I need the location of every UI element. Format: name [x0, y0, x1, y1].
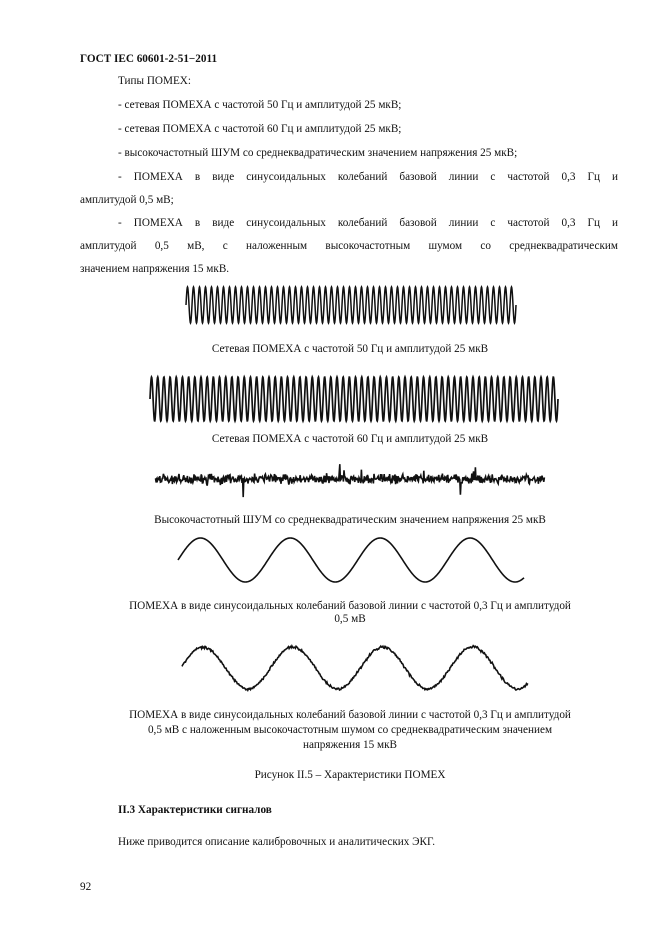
page-number: 92 — [80, 881, 92, 893]
figure-caption-baseline-line2: 0,5 мВ — [334, 613, 366, 625]
list-item: - сетевая ПОМЕХА с частотой 60 Гц и амплитудой 25 мкВ; — [118, 123, 402, 135]
list-item-continuation: амплитудой 0,5 мВ, с наложенным высокочастотным шумом со среднеквадратическим — [80, 240, 618, 252]
list-item-continuation: значением напряжения 15 мкВ. — [80, 263, 230, 275]
figure-caption-hf-noise: Высокочастотный ШУМ со среднеквадратическим значением напряжения 25 мкВ — [154, 514, 546, 526]
list-item-continuation: амплитудой 0,5 мВ; — [80, 194, 174, 206]
figure-caption-50hz: Сетевая ПОМЕХА с частотой 50 Гц и амплитудой 25 мкВ — [211, 343, 489, 355]
figure-caption-baseline-noise-line3: напряжения 15 мкВ — [303, 739, 397, 751]
mains-50hz-waveform — [186, 284, 516, 326]
figure-caption-baseline-line1: ПОМЕХА в виде синусоидальных колебаний базовой линии с частотой 0,3 Гц и амплитудой — [129, 600, 571, 612]
figure-caption-baseline-noise-line1: ПОМЕХА в виде синусоидальных колебаний базовой линии с частотой 0,3 Гц и амплитудой — [129, 709, 571, 721]
baseline-wander-noise-waveform — [182, 642, 528, 694]
figure-caption-baseline-noise-line2: 0,5 мВ с наложенным высокочастотным шумом со среднеквадратическим значением — [147, 724, 553, 736]
baseline-wander-waveform — [178, 534, 524, 586]
section-text: Ниже приводится описание калибровочных и аналитических ЭКГ. — [118, 836, 435, 848]
figure-title: Рисунок II.5 – Характеристики ПОМЕХ — [254, 769, 446, 781]
section-heading: II.3 Характеристики сигналов — [118, 804, 272, 816]
standard-code: ГОСТ IEC 60601-2-51−2011 — [80, 53, 218, 65]
hf-noise-waveform — [155, 458, 545, 500]
mains-60hz-waveform — [150, 374, 558, 424]
list-item: - сетевая ПОМЕХА с частотой 50 Гц и амплитудой 25 мкВ; — [118, 99, 402, 111]
list-item: - ПОМЕХА в виде синусоидальных колебаний базовой линии с частотой 0,3 Гц и — [118, 217, 618, 229]
list-item: - высокочастотный ШУМ со среднеквадратическим значением напряжения 25 мкВ; — [118, 147, 518, 159]
noise-types-heading: Типы ПОМЕХ: — [118, 75, 191, 87]
figure-caption-60hz: Сетевая ПОМЕХА с частотой 60 Гц и амплитудой 25 мкВ — [211, 433, 489, 445]
list-item: - ПОМЕХА в виде синусоидальных колебаний базовой линии с частотой 0,3 Гц и — [118, 171, 618, 183]
